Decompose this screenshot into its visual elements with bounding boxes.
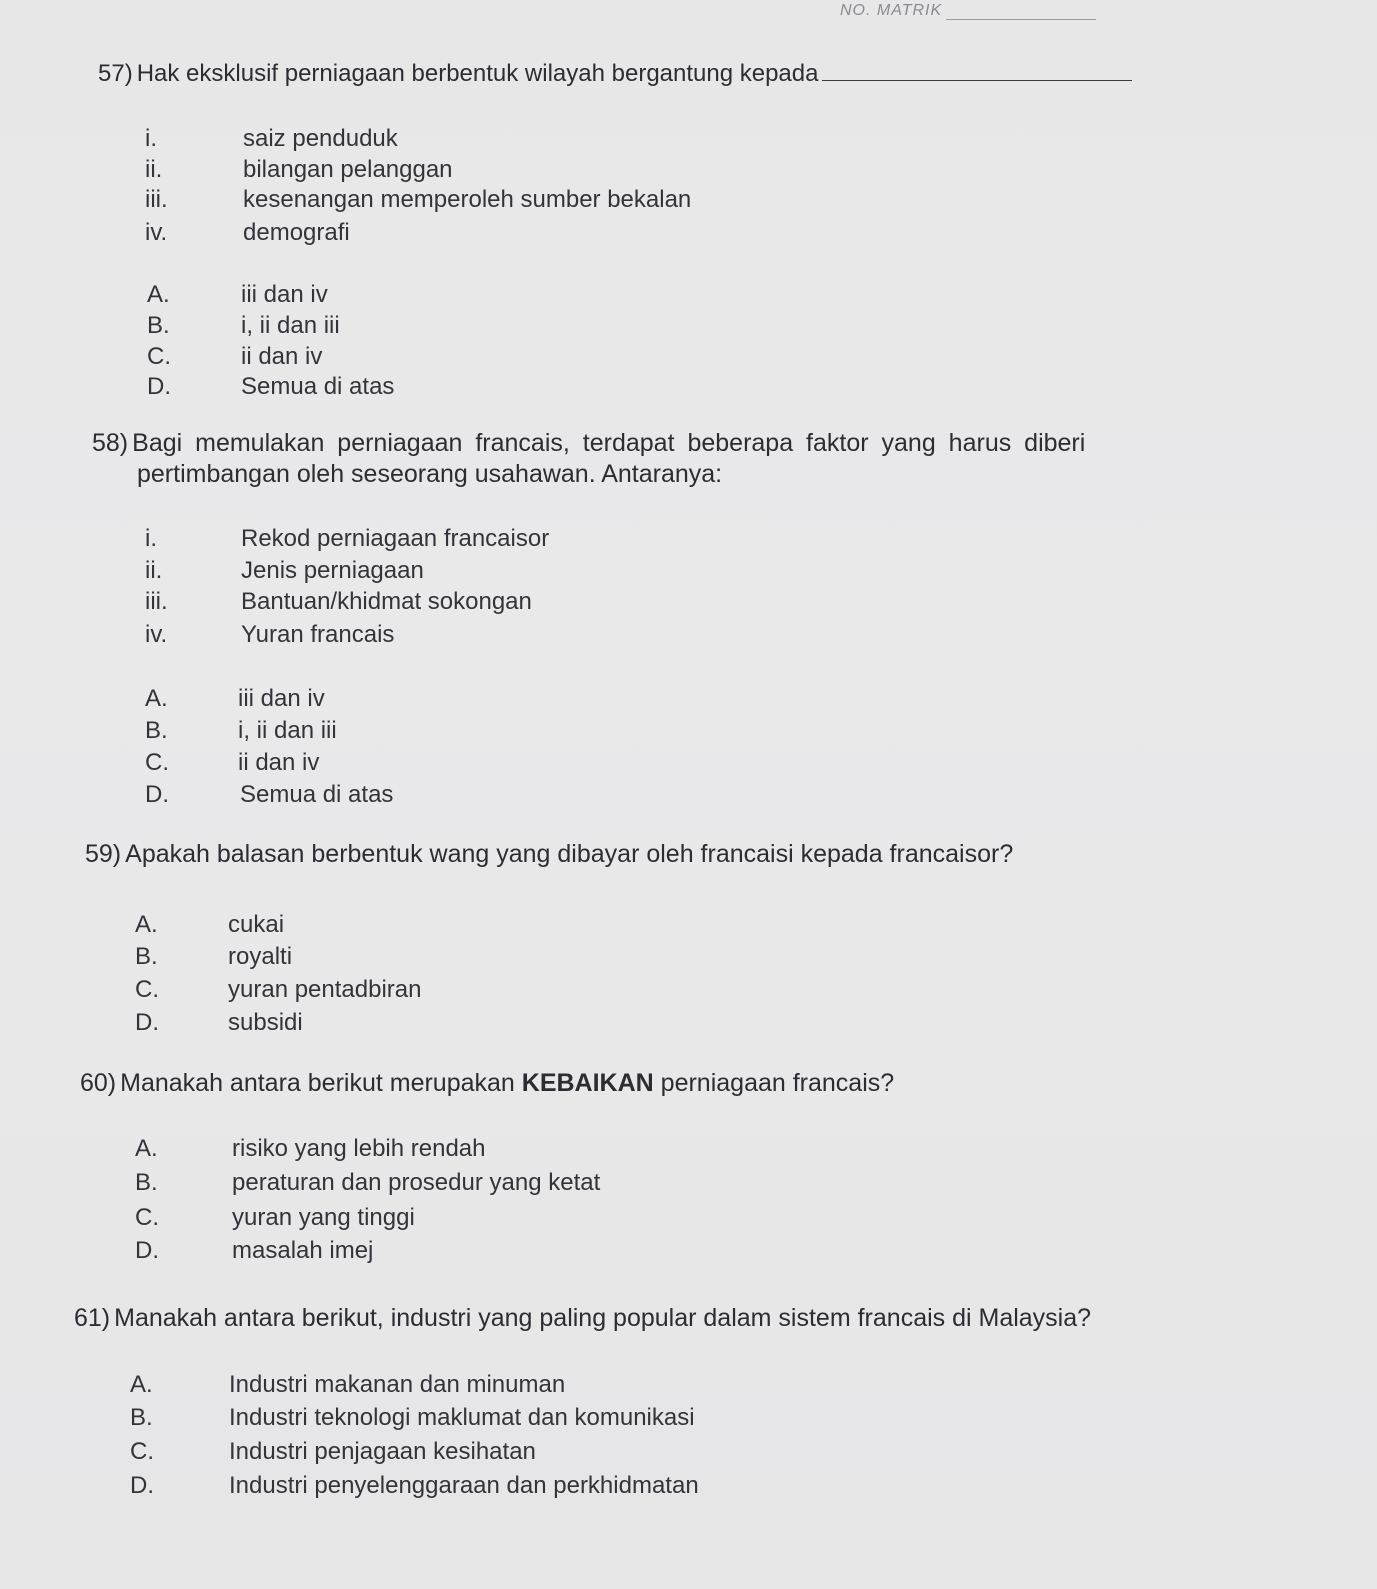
question-60 (80, 1065, 894, 1101)
statement-text: Jenis perniagaan (241, 557, 424, 584)
option-text: peraturan dan prosedur yang ketat (232, 1169, 601, 1196)
option-letter: C. (130, 1438, 154, 1465)
option-text: cukai (228, 911, 285, 938)
option-letter: B. (135, 1169, 158, 1196)
question-number: 59) (85, 840, 122, 868)
option-letter: C. (135, 976, 159, 1003)
option-text: iii dan iv (238, 685, 325, 712)
option-letter: D. (135, 1009, 159, 1036)
statement-numeral: i. (145, 525, 157, 552)
question-number: 57) (98, 60, 133, 87)
question-59 (85, 836, 1013, 872)
option-text: i, ii dan iii (238, 717, 337, 744)
option-letter: B. (130, 1404, 153, 1431)
question-text-emphasis: KEBAIKAN (521, 1069, 654, 1097)
option-letter: A. (135, 1135, 158, 1162)
option-text: masalah imej (232, 1237, 374, 1264)
question-61 (74, 1300, 1091, 1336)
option-letter: D. (145, 781, 169, 808)
matrik-label: NO. MATRIK (840, 2, 943, 19)
question-text-line1: Bagi memulakan perniagaan francais, terdapat beberapa faktor yang harus diberi (132, 429, 1086, 457)
statement-numeral: ii. (145, 557, 163, 584)
option-text: Industri penyelenggaraan dan perkhidmatan (229, 1472, 699, 1499)
question-58 (92, 425, 1272, 461)
option-letter: D. (135, 1237, 159, 1264)
option-letter: A. (147, 281, 170, 308)
statement-numeral: iii. (145, 588, 168, 615)
option-text: Industri teknologi maklumat dan komunikasi (229, 1404, 695, 1431)
option-letter: D. (130, 1472, 154, 1499)
option-letter: D. (147, 373, 171, 400)
statement-text: Yuran francais (241, 621, 395, 648)
answer-blank (822, 79, 1132, 81)
option-text: risiko yang lebih rendah (232, 1135, 486, 1162)
question-text: Hak eksklusif perniagaan berbentuk wilayah bergantung kepada (136, 60, 819, 87)
option-text: subsidi (228, 1009, 303, 1036)
option-letter: A. (145, 685, 168, 712)
option-text: Semua di atas (241, 373, 395, 400)
question-57 (98, 56, 1132, 92)
statement-numeral: iv. (145, 219, 168, 246)
question-text: Apakah balasan berbentuk wang yang dibayar oleh francaisi kepada francaisor? (125, 840, 1014, 868)
matrik-blank-line (946, 19, 1096, 20)
option-text: Industri makanan dan minuman (229, 1371, 566, 1398)
statement-numeral: i. (145, 125, 157, 152)
statement-text: bilangan pelanggan (243, 156, 453, 183)
statement-text: Rekod perniagaan francaisor (241, 525, 550, 552)
statement-text: demografi (243, 219, 350, 246)
question-text-before: Manakah antara berikut merupakan (120, 1069, 522, 1097)
statement-text: Bantuan/khidmat sokongan (241, 588, 532, 615)
option-letter: B. (135, 943, 158, 970)
statement-numeral: ii. (145, 156, 163, 183)
question-text-after: perniagaan francais? (653, 1069, 895, 1097)
option-text: royalti (228, 943, 293, 970)
option-text: iii dan iv (241, 281, 328, 308)
option-letter: C. (145, 749, 169, 776)
question-number: 60) (80, 1069, 117, 1097)
option-text: Industri penjagaan kesihatan (229, 1438, 536, 1465)
option-letter: A. (135, 911, 158, 938)
question-number: 61) (74, 1304, 111, 1332)
option-text: ii dan iv (241, 343, 323, 370)
statement-text: saiz penduduk (243, 125, 398, 152)
statement-numeral: iv. (145, 621, 168, 648)
question-58-continuation (137, 460, 722, 489)
option-text: yuran pentadbiran (228, 976, 422, 1003)
option-text: Semua di atas (240, 781, 394, 808)
matrik-header (840, 2, 1096, 20)
question-text: Manakah antara berikut, industri yang paling popular dalam sistem francais di Malaysia? (114, 1304, 1092, 1332)
option-letter: B. (147, 312, 170, 339)
option-text: ii dan iv (238, 749, 320, 776)
statement-text: kesenangan memperoleh sumber bekalan (243, 186, 692, 213)
option-letter: A. (130, 1371, 153, 1398)
question-number: 58) (92, 429, 129, 457)
option-text: yuran yang tinggi (232, 1204, 415, 1231)
option-letter: C. (147, 343, 171, 370)
option-letter: B. (145, 717, 168, 744)
statement-numeral: iii. (145, 186, 168, 213)
question-text-line2: pertimbangan oleh seseorang usahawan. Antaranya: (137, 460, 723, 488)
option-letter: C. (135, 1204, 159, 1231)
option-text: i, ii dan iii (241, 312, 340, 339)
